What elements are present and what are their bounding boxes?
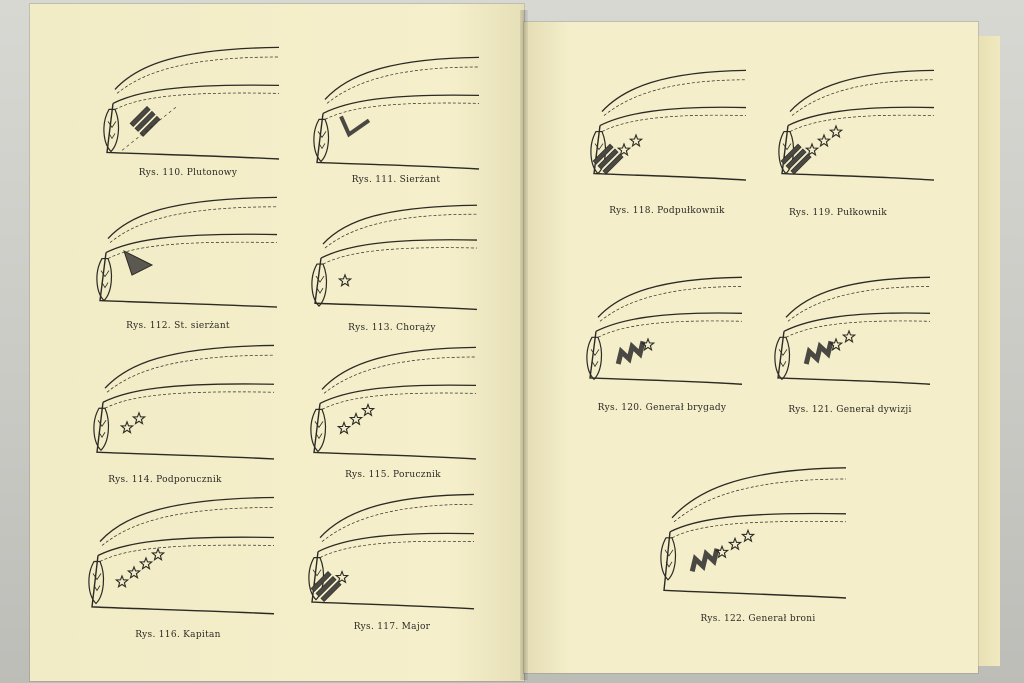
figure-119 — [770, 68, 940, 186]
cap-drawing — [770, 68, 940, 186]
caption-116: Rys. 116. Kapitan — [135, 630, 221, 640]
rank-star-icon — [121, 422, 132, 433]
caption-122: Rys. 122. Generał broni — [700, 614, 816, 624]
general-zigzag-icon — [688, 549, 721, 572]
caption-115: Rys. 115. Porucznik — [345, 470, 441, 480]
caption-112: Rys. 112. St. sierżant — [126, 321, 230, 331]
cap-drawing — [88, 195, 283, 313]
cap-drawing — [85, 343, 280, 465]
cap-drawing — [95, 45, 285, 165]
cap-drawing — [303, 203, 483, 315]
rank-star-icon — [618, 144, 629, 155]
figure-115 — [302, 345, 482, 465]
rank-star-icon — [843, 331, 854, 342]
caption-117: Rys. 117. Major — [353, 622, 431, 632]
rank-star-icon — [336, 572, 347, 583]
cap-drawing — [300, 492, 480, 615]
cap-drawing — [305, 55, 485, 175]
cap-drawing — [766, 275, 936, 390]
rank-star-icon — [830, 126, 841, 137]
general-zigzag-icon — [614, 341, 647, 364]
caption-121: Rys. 121. Generał dywizji — [788, 405, 912, 415]
rank-chevron-icon — [124, 251, 152, 275]
rank-star-icon — [830, 339, 841, 350]
caption-120: Rys. 120. Generał brygady — [597, 403, 727, 413]
rank-star-icon — [133, 413, 144, 424]
book-gutter — [520, 10, 528, 680]
rank-star-icon — [729, 538, 740, 549]
rank-star-icon — [152, 549, 163, 560]
rank-star-icon — [116, 576, 127, 587]
rank-star-icon — [362, 404, 373, 415]
figure-116 — [80, 495, 280, 620]
rank-star-icon — [742, 530, 753, 541]
rank-star-icon — [140, 558, 151, 569]
caption-113: Rys. 113. Chorąży — [348, 323, 436, 333]
caption-119: Rys. 119. Pułkownik — [788, 208, 888, 218]
rank-star-icon — [339, 275, 350, 286]
figure-113 — [303, 203, 483, 315]
figure-121 — [766, 275, 936, 390]
cap-drawing — [578, 275, 748, 390]
caption-118: Rys. 118. Podpułkownik — [609, 206, 725, 216]
rank-star-icon — [806, 144, 817, 155]
rank-star-icon — [630, 135, 641, 146]
rank-bars-icon — [130, 106, 160, 136]
figure-111 — [305, 55, 485, 175]
cap-drawing — [302, 345, 482, 465]
cap-drawing — [80, 495, 280, 620]
rank-star-icon — [642, 339, 653, 350]
figure-122 — [652, 465, 852, 605]
caption-111: Rys. 111. Sierżant — [351, 175, 441, 185]
rank-star-icon — [338, 422, 349, 433]
rank-star-icon — [128, 567, 139, 578]
rank-star-icon — [350, 413, 361, 424]
caption-110: Rys. 110. Plutonowy — [138, 168, 238, 178]
figure-112 — [88, 195, 283, 313]
cap-drawing — [652, 465, 852, 605]
figure-118 — [582, 68, 752, 186]
rank-star-icon — [716, 546, 727, 557]
caption-114: Rys. 114. Podporucznik — [108, 475, 222, 485]
figure-110 — [95, 45, 285, 165]
figure-114 — [85, 343, 280, 465]
figure-117 — [300, 492, 480, 615]
rank-chevron-icon — [341, 116, 369, 134]
cap-drawing — [582, 68, 752, 186]
general-zigzag-icon — [802, 341, 835, 364]
rank-star-icon — [818, 135, 829, 146]
page-stack-edge — [978, 36, 1000, 666]
figure-120 — [578, 275, 748, 390]
